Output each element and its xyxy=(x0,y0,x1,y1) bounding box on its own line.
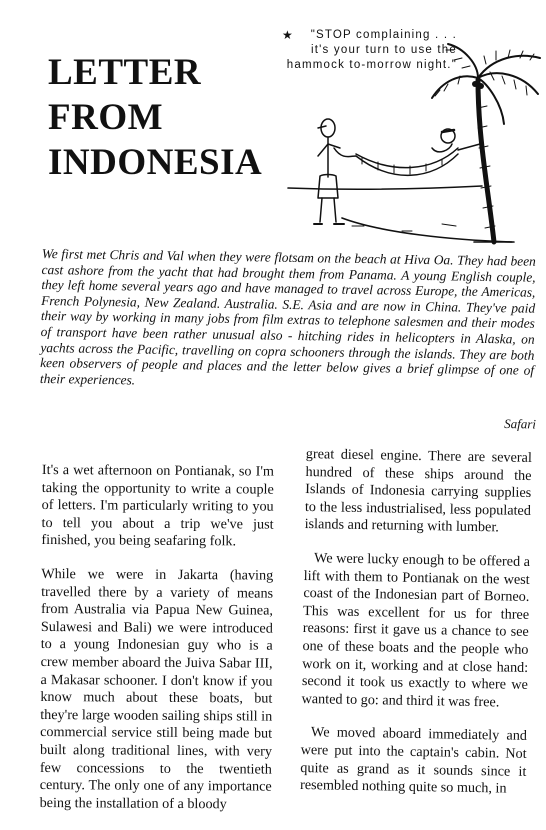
title-line: FROM xyxy=(48,97,164,138)
intro-paragraph: We first met Chris and Val when they were flotsam on the beach at Hiva Oa. They had been cast ashore from the yacht that had brought them from Panama. A young English couple, they left home several years ago and have managed to travel across Europe, the Americas, French Polynesia, New Zealand. Australia. S.E. Asia and are now in China. They've paid their way by working in many jobs from film extras to telephone salesmen and their modes of transport have been rather unusual also - hitching rides in helicopters in Alaska, on yachts across the Pacific, travelling on copra schooners through the islands. They are both keen observers of people and places and the letter below gives a brief glimpse of one of their experiences. xyxy=(39,246,536,388)
left-column xyxy=(39,462,274,830)
body-paragraph: We moved aboard immediately and were put into the captain's cabin. Not quite as grand as it sounds since it resembled nothing quite so much, in xyxy=(299,724,528,797)
body-paragraph: We were lucky enough to be offered a lift with them to Pontianak on the west coast of the Indonesian part of Borneo. This was excellent for us for three reasons: first it gave us a chance to see one of these boats and the people who work on it, working and at close hand: second it took us exactly to where we wanted to go: and third it was free. xyxy=(301,550,531,711)
star-icon: ★ xyxy=(282,28,294,42)
intro-signature: Safari xyxy=(504,416,537,432)
body-paragraph: While we were in Jakarta (having travelled there by a variety of means from Australia via Papua New Guinea, Sulawesi and Bali) we were introduced to a young Indonesian guy who is a crew member aboard the Juiva Sabar III, a Makasar schooner. I don't know if you know much about these boats, but they're large wooden sailing ships still in commercial service still being made but built along traditional lines, with very few concessions to the twentieth century. The only one of any importance being the installation of a bloody xyxy=(39,565,274,812)
right-column xyxy=(300,446,532,815)
caption-text: "STOP complaining . . . it's your turn to use the hammock to-morrow night." xyxy=(286,29,457,71)
body-paragraph: It's a wet afternoon on Pontianak, so I'm taking the opportunity to write a couple of letters. I'm particularly writing to you to tell you about a trip we've just finished, you being seafaring folk. xyxy=(41,462,274,550)
cartoon-caption xyxy=(282,28,457,73)
title-line: INDONESIA xyxy=(48,142,263,183)
body-paragraph: great diesel engine. There are several hundred of these ships around the Islands of Indonesia carrying supplies to the less industrialised, less populated islands and returning with lumber. xyxy=(304,446,532,536)
title-line: LETTER xyxy=(48,52,202,93)
article-title xyxy=(48,50,288,185)
